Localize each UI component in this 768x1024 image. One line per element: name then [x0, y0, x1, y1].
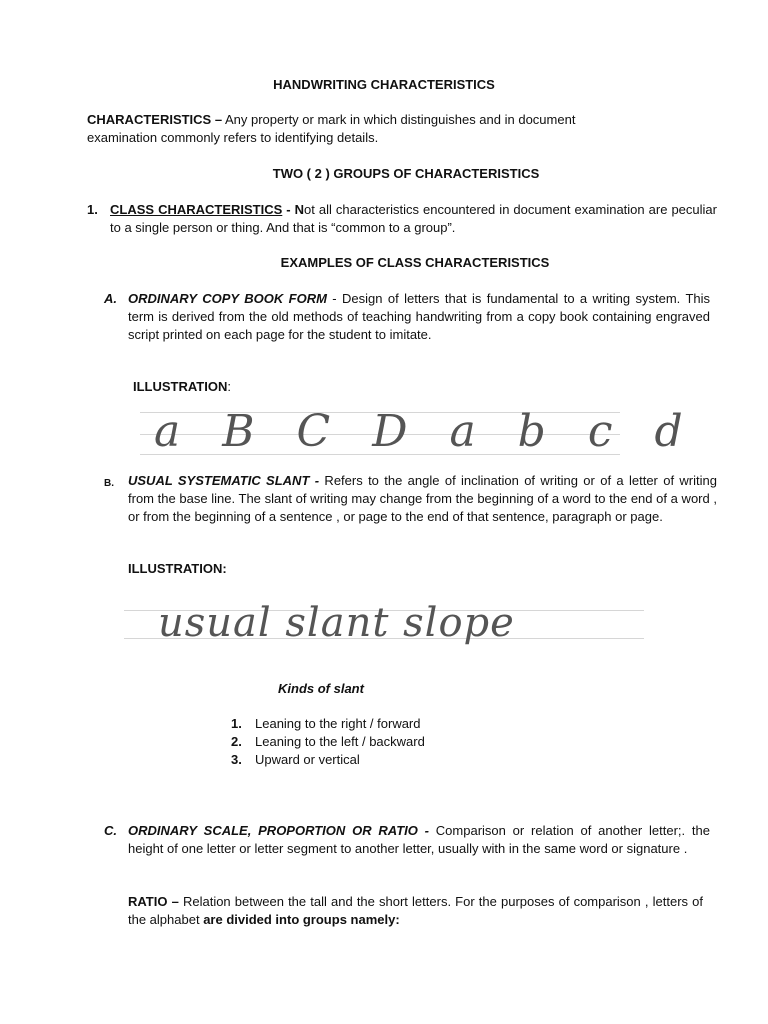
- slant-kinds-list: [231, 715, 531, 769]
- class-item-paragraph: [110, 201, 717, 237]
- item-b-term: USUAL SYSTEMATIC SLANT -: [128, 473, 320, 488]
- ratio-term: RATIO –: [128, 894, 179, 909]
- illustration-a-handwriting: a B C D a b c d: [154, 406, 697, 457]
- item-c-paragraph: [128, 822, 710, 858]
- ratio-paragraph: [128, 893, 703, 929]
- ratio-bold-tail: are divided into groups namely:: [203, 912, 400, 927]
- document-title: HANDWRITING CHARACTERISTICS: [273, 77, 495, 92]
- illustration-b-handwriting: usual slant slope: [158, 600, 515, 646]
- illustration-b-image: [124, 596, 644, 660]
- item-a-letter: A.: [104, 291, 117, 306]
- class-item-number: 1.: [87, 202, 98, 217]
- list-item-number: 2.: [231, 734, 242, 749]
- kinds-heading: Kinds of slant: [278, 681, 364, 696]
- list-item: [231, 715, 531, 733]
- illustration-a-label: [133, 378, 231, 396]
- item-b-paragraph: [128, 472, 717, 526]
- illustration-a-label-text: ILLUSTRATION: [133, 379, 228, 394]
- item-a-text: - Design of letters that is fundamental to a writing system. This term is derived from the old methods of teaching handwriting from a copy book containing engraved script printed on each page for the student to imitate.: [128, 291, 711, 342]
- item-c-text: Comparison or relation of another letter;. the height of one letter or letter segment to another letter, usually with in the same word or signature .: [128, 823, 710, 856]
- definition-term: CHARACTERISTICS –: [87, 112, 223, 127]
- examples-heading: EXAMPLES OF CLASS CHARACTERISTICS: [280, 255, 550, 270]
- illustration-b-label: ILLUSTRATION:: [128, 561, 227, 576]
- list-item-text: Leaning to the left / backward: [255, 734, 425, 749]
- ratio-text: Relation between the tall and the short letters. For the purposes of comparison , letters of the alphabet: [128, 894, 703, 927]
- item-a-paragraph: [128, 290, 710, 344]
- class-item-text: ot all characteristics encountered in document examination are peculiar to a single person or thing. And that is “common to a group”.: [110, 202, 717, 235]
- item-a-term: ORDINARY COPY BOOK FORM: [128, 291, 327, 306]
- illustration-a-colon: :: [227, 379, 231, 394]
- definition-text: Any property or mark in which distinguishes and in document examination commonly refers to identifying details.: [87, 112, 576, 145]
- definition-paragraph: [87, 111, 647, 147]
- list-item-number: 3.: [231, 752, 242, 767]
- list-item-number: 1.: [231, 716, 242, 731]
- list-item: [231, 751, 531, 769]
- item-b-text: Refers to the angle of inclination of writing or of a letter of writing from the base line. The slant of writing may change from the beginning of a word to the end of a word , or from the beginning of a sentence , or page to the end of that sentence, paragraph or page.: [128, 473, 717, 524]
- class-item-dash: - N: [282, 202, 305, 217]
- list-item-text: Upward or vertical: [255, 752, 360, 767]
- groups-heading: TWO ( 2 ) GROUPS OF CHARACTERISTICS: [272, 166, 540, 181]
- item-c-letter: C.: [104, 823, 117, 838]
- list-item: [231, 733, 531, 751]
- class-item-term: CLASS CHARACTERISTICS: [110, 202, 283, 217]
- item-b-letter: B.: [104, 478, 114, 489]
- list-item-text: Leaning to the right / forward: [255, 716, 421, 731]
- illustration-a-image: [140, 406, 697, 458]
- item-c-term: ORDINARY SCALE, PROPORTION OR RATIO -: [128, 823, 429, 838]
